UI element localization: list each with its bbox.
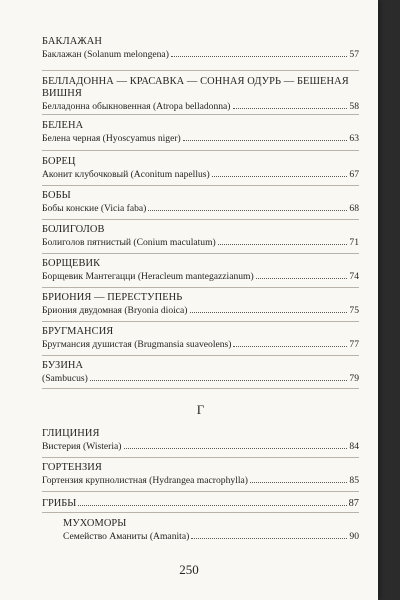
entry-text: Бобы конские (Vicia faba)	[42, 203, 147, 214]
entry-heading: БОРЕЦ	[42, 156, 76, 167]
entry-line	[42, 497, 359, 510]
leader-dots	[233, 100, 348, 109]
entry-text: Семейство Аманиты (Amanita)	[63, 531, 190, 542]
divider	[42, 219, 359, 220]
leader-dots	[183, 132, 348, 141]
entry-page: 75	[349, 305, 359, 316]
entry-page: 67	[349, 169, 359, 180]
index-entry-boligolov	[42, 224, 359, 249]
entry-line	[42, 100, 359, 113]
leader-dots	[256, 270, 348, 279]
entry-text: Борщевик Мантегацци (Heracleum mantegazzianum)	[42, 271, 254, 282]
leader-dots	[190, 304, 348, 313]
entry-line	[42, 474, 359, 487]
index-entry-borshchevik	[42, 258, 359, 283]
entry-text: ГРИБЫ	[42, 498, 77, 509]
leader-dots	[90, 372, 348, 381]
entry-heading: БОЛИГОЛОВ	[42, 224, 105, 235]
leader-dots	[171, 48, 348, 57]
entry-text: Баклажан (Solanum melongena)	[42, 49, 169, 60]
index-entry-gortenziya	[42, 462, 359, 487]
entry-text: Гортензия крупнолистная (Hydrangea macrophylla)	[42, 475, 248, 486]
divider	[42, 185, 359, 186]
entry-line	[42, 168, 359, 181]
page-number: 250	[179, 562, 199, 577]
entry-page: 68	[349, 203, 359, 214]
index-entry-buzina	[42, 360, 359, 385]
entry-text: Бругмансия душистая (Brugmansia suaveolens)	[42, 339, 232, 350]
entry-heading: БРИОНИЯ — ПЕРЕСТУПЕНЬ	[42, 292, 183, 303]
entry-line	[42, 202, 359, 215]
entry-line	[42, 440, 359, 453]
index-entry-brioniya	[42, 292, 359, 317]
entry-heading: ГЛИЦИНИЯ	[42, 428, 100, 439]
divider	[42, 70, 359, 71]
entry-page: 87	[348, 498, 359, 509]
entry-line	[42, 304, 359, 317]
leader-dots	[78, 497, 346, 506]
index-entry-glitsiniya	[42, 428, 359, 453]
entry-page: 63	[349, 133, 359, 144]
leader-dots	[124, 440, 348, 449]
entry-page: 57	[349, 49, 359, 60]
entry-page: 85	[349, 475, 359, 486]
index-entry-mukhomory	[63, 518, 359, 543]
entry-page: 84	[349, 441, 359, 452]
divider	[42, 512, 359, 513]
entry-line	[63, 530, 359, 543]
entry-page: 71	[349, 237, 359, 248]
entry-text: Белладонна обыкновенная (Atropa belladonna)	[42, 101, 231, 112]
entry-page: 58	[349, 101, 359, 112]
leader-dots	[148, 202, 347, 211]
divider	[42, 114, 359, 115]
entry-heading: БУЗИНА	[42, 360, 84, 371]
divider	[42, 457, 359, 458]
index-entry-belena	[42, 120, 359, 145]
index-entry-brugmansiya	[42, 326, 359, 351]
index-entry-boby	[42, 190, 359, 215]
divider	[42, 253, 359, 254]
entry-text: (Sambucus)	[42, 373, 88, 384]
entry-line	[42, 372, 359, 385]
entry-page: 74	[349, 271, 359, 282]
entry-text: Бриония двудомная (Bryonia dioica)	[42, 305, 188, 316]
divider	[42, 491, 359, 492]
entry-line	[42, 236, 359, 249]
entry-heading: БЕЛЕНА	[42, 120, 84, 131]
entry-heading: БРУГМАНСИЯ	[42, 326, 114, 337]
entry-line	[42, 48, 359, 61]
entry-line	[42, 338, 359, 351]
index-entry-griby	[42, 497, 359, 510]
index-entry-baklazhan	[42, 36, 359, 61]
entry-heading: МУХОМОРЫ	[63, 518, 127, 529]
leader-dots	[191, 530, 347, 539]
entry-line	[42, 132, 359, 145]
entry-heading: БОРЩЕВИК	[42, 258, 101, 269]
entry-page: 77	[349, 339, 359, 350]
divider	[42, 287, 359, 288]
divider	[42, 150, 359, 151]
entry-heading: БЕЛЛАДОННА — КРАСАВКА — СОННАЯ ОДУРЬ — БЕШЕНАЯ ВИШНЯ	[42, 76, 349, 99]
entry-heading: БОБЫ	[42, 190, 71, 201]
section-letter: Г	[196, 402, 205, 417]
entry-text: Белена черная (Hyoscyamus niger)	[42, 133, 181, 144]
divider	[42, 355, 359, 356]
entry-line	[42, 270, 359, 283]
leader-dots	[218, 236, 348, 245]
entry-text: Вистерия (Wisteria)	[42, 441, 122, 452]
divider	[42, 388, 359, 389]
index-entry-borets	[42, 156, 359, 181]
leader-dots	[212, 168, 348, 177]
leader-dots	[233, 338, 347, 347]
entry-page: 90	[349, 531, 359, 542]
entry-text: Аконит клубочковый (Aconitum napellus)	[42, 169, 210, 180]
leader-dots	[250, 474, 347, 483]
entry-heading: БАКЛАЖАН	[42, 36, 102, 47]
entry-page: 79	[349, 373, 359, 384]
entry-heading: ГОРТЕНЗИЯ	[42, 462, 102, 473]
index-entry-belladonna	[42, 76, 359, 113]
divider	[42, 321, 359, 322]
entry-text: Болиголов пятнистый (Conium maculatum)	[42, 237, 216, 248]
